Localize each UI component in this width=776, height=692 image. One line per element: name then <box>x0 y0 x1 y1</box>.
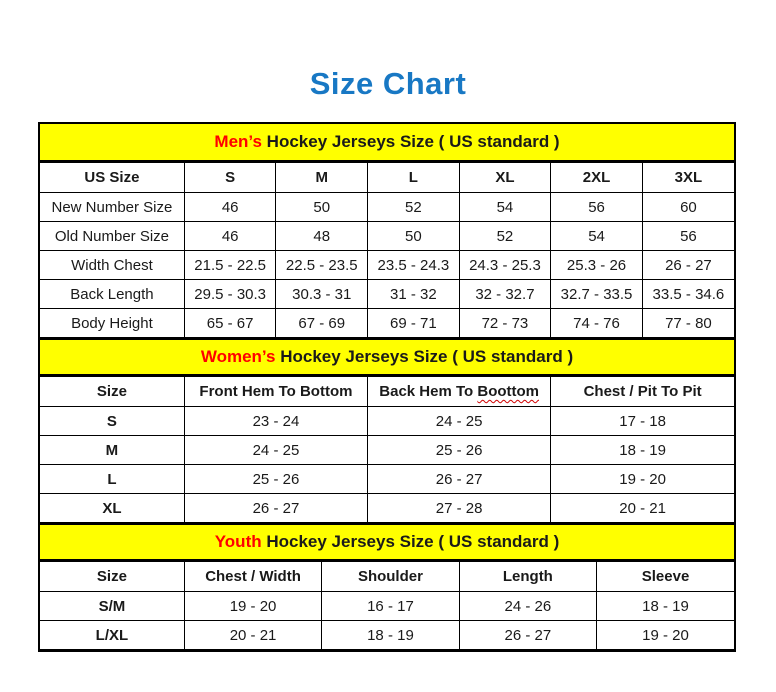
youth-size-table <box>40 561 734 650</box>
column-header: US Size <box>40 163 184 193</box>
value-cell: 54 <box>459 193 551 222</box>
row-label-cell: Width Chest <box>40 251 184 280</box>
youth-banner-text: Hockey Jerseys Size ( US standard ) <box>261 532 560 551</box>
value-cell: 26 - 27 <box>184 494 367 523</box>
row-label-cell: Back Length <box>40 280 184 309</box>
value-cell: 19 - 20 <box>184 592 321 621</box>
value-cell: 50 <box>276 193 368 222</box>
size-chart-container <box>38 122 736 652</box>
table-row <box>40 309 734 338</box>
header-row <box>40 163 734 193</box>
value-cell: 25 - 26 <box>368 436 551 465</box>
column-header: Chest / Width <box>184 562 321 592</box>
column-header: Size <box>40 377 184 407</box>
column-header: Front Hem To Bottom <box>184 377 367 407</box>
mens-banner-text: Hockey Jerseys Size ( US standard ) <box>261 132 560 151</box>
table-row <box>40 251 734 280</box>
value-cell: 27 - 28 <box>368 494 551 523</box>
row-label-cell: S <box>40 407 184 436</box>
table-row <box>40 280 734 309</box>
value-cell: 24 - 25 <box>368 407 551 436</box>
table-row <box>40 621 734 650</box>
value-cell: 23 - 24 <box>184 407 367 436</box>
value-cell: 31 - 32 <box>368 280 460 309</box>
column-header: Length <box>459 562 596 592</box>
table-row <box>40 436 734 465</box>
mens-banner-highlight: Men’s <box>214 132 262 151</box>
value-cell: 20 - 21 <box>184 621 321 650</box>
value-cell: 74 - 76 <box>551 309 643 338</box>
value-cell: 46 <box>184 222 276 251</box>
table-row <box>40 592 734 621</box>
value-cell: 26 - 27 <box>459 621 596 650</box>
value-cell: 22.5 - 23.5 <box>276 251 368 280</box>
value-cell: 69 - 71 <box>368 309 460 338</box>
womens-section-banner <box>40 338 734 376</box>
table-row <box>40 193 734 222</box>
column-header: 2XL <box>551 163 643 193</box>
row-label-cell: XL <box>40 494 184 523</box>
value-cell: 52 <box>368 193 460 222</box>
mens-section-banner <box>40 124 734 162</box>
page-title: Size Chart <box>309 66 467 101</box>
value-cell: 25.3 - 26 <box>551 251 643 280</box>
value-cell: 56 <box>551 193 643 222</box>
row-label-cell: M <box>40 436 184 465</box>
womens-banner-text: Hockey Jerseys Size ( US standard ) <box>275 347 574 366</box>
value-cell: 33.5 - 34.6 <box>642 280 734 309</box>
misspelled-word: Boottom <box>477 383 540 400</box>
row-label-cell: S/M <box>40 592 184 621</box>
value-cell: 20 - 21 <box>551 494 734 523</box>
column-header: Shoulder <box>322 562 459 592</box>
table-row <box>40 222 734 251</box>
value-cell: 26 - 27 <box>642 251 734 280</box>
womens-banner-highlight: Women’s <box>200 347 276 366</box>
mens-size-table <box>40 162 734 338</box>
value-cell: 17 - 18 <box>551 407 734 436</box>
value-cell: 16 - 17 <box>322 592 459 621</box>
value-cell: 19 - 20 <box>597 621 734 650</box>
value-cell: 60 <box>642 193 734 222</box>
column-header: M <box>276 163 368 193</box>
value-cell: 52 <box>459 222 551 251</box>
value-cell: 67 - 69 <box>276 309 368 338</box>
value-cell: 77 - 80 <box>642 309 734 338</box>
value-cell: 18 - 19 <box>322 621 459 650</box>
value-cell: 18 - 19 <box>597 592 734 621</box>
value-cell: 48 <box>276 222 368 251</box>
value-cell: 19 - 20 <box>551 465 734 494</box>
value-cell: 56 <box>642 222 734 251</box>
youth-section-banner <box>40 523 734 561</box>
column-header: L <box>368 163 460 193</box>
value-cell: 24.3 - 25.3 <box>459 251 551 280</box>
column-header: Back Hem To Boottom <box>368 377 551 407</box>
row-label-cell: New Number Size <box>40 193 184 222</box>
row-label-cell: Body Height <box>40 309 184 338</box>
value-cell: 23.5 - 24.3 <box>368 251 460 280</box>
column-header: Chest / Pit To Pit <box>551 377 734 407</box>
row-label-cell: L <box>40 465 184 494</box>
value-cell: 72 - 73 <box>459 309 551 338</box>
value-cell: 24 - 26 <box>459 592 596 621</box>
value-cell: 26 - 27 <box>368 465 551 494</box>
womens-size-table <box>40 376 734 523</box>
value-cell: 21.5 - 22.5 <box>184 251 276 280</box>
table-row <box>40 407 734 436</box>
value-cell: 24 - 25 <box>184 436 367 465</box>
column-header: 3XL <box>642 163 734 193</box>
header-row <box>40 562 734 592</box>
header-row <box>40 377 734 407</box>
value-cell: 32.7 - 33.5 <box>551 280 643 309</box>
value-cell: 54 <box>551 222 643 251</box>
value-cell: 25 - 26 <box>184 465 367 494</box>
value-cell: 29.5 - 30.3 <box>184 280 276 309</box>
table-row <box>40 465 734 494</box>
value-cell: 50 <box>368 222 460 251</box>
column-header: S <box>184 163 276 193</box>
column-header: Sleeve <box>597 562 734 592</box>
value-cell: 32 - 32.7 <box>459 280 551 309</box>
row-label-cell: L/XL <box>40 621 184 650</box>
column-header: XL <box>459 163 551 193</box>
youth-banner-highlight: Youth <box>214 532 262 551</box>
value-cell: 18 - 19 <box>551 436 734 465</box>
value-cell: 46 <box>184 193 276 222</box>
value-cell: 30.3 - 31 <box>276 280 368 309</box>
table-row <box>40 494 734 523</box>
row-label-cell: Old Number Size <box>40 222 184 251</box>
column-header: Size <box>40 562 184 592</box>
value-cell: 65 - 67 <box>184 309 276 338</box>
